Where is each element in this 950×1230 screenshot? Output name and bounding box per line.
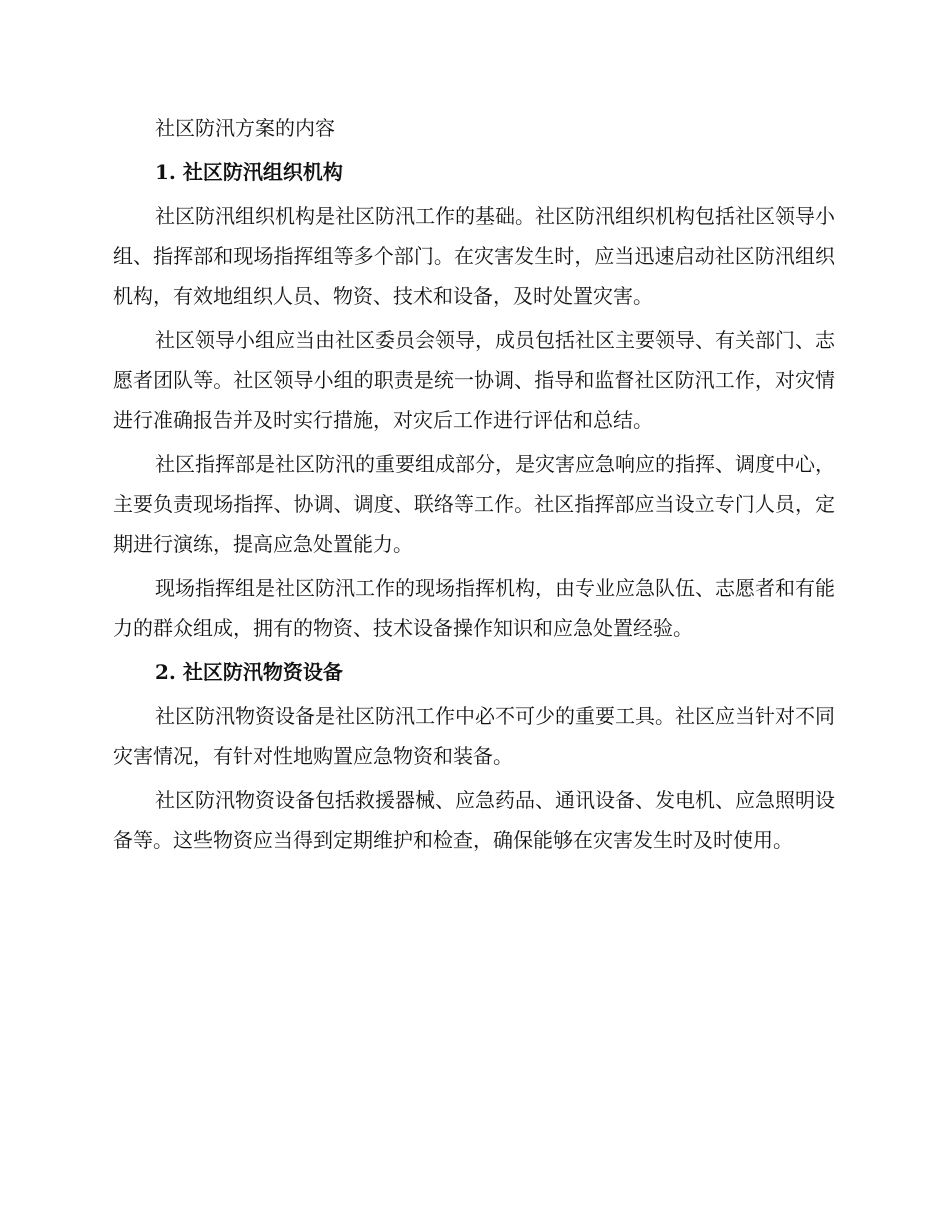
document-title: 社区防汛方案的内容 [155, 116, 335, 140]
section-1-paragraph-2: 社区领导小组应当由社区委员会领导，成员包括社区主要领导、有关部门、志愿者团队等。社区领导小组的职责是统一协调、指导和监督社区防汛工作，对灾情进行准确报告并及时实行措施，对灾后工作进行评估和总结。 [113, 328, 835, 432]
section-1-heading: 1. 社区防汛组织机构 [155, 160, 343, 184]
section-1-paragraph-4: 现场指挥组是社区防汛工作的现场指挥机构，由专业应急队伍、志愿者和有能力的群众组成，拥有的物资、技术设备操作知识和应急处置经验。 [113, 576, 835, 640]
section-2-heading: 2. 社区防汛物资设备 [155, 660, 343, 684]
document-body [113, 108, 835, 864]
section-2-paragraph-2: 社区防汛物资设备包括救援器械、应急药品、通讯设备、发电机、应急照明设备等。这些物资应当得到定期维护和检查，确保能够在灾害发生时及时使用。 [113, 788, 835, 852]
section-2-paragraph-1: 社区防汛物资设备是社区防汛工作中必不可少的重要工具。社区应当针对不同灾害情况，有针对性地购置应急物资和装备。 [113, 704, 835, 768]
section-1-paragraph-1: 社区防汛组织机构是社区防汛工作的基础。社区防汛组织机构包括社区领导小组、指挥部和现场指挥组等多个部门。在灾害发生时，应当迅速启动社区防汛组织机构，有效地组织人员、物资、技术和设备，及时处置灾害。 [113, 204, 835, 308]
section-1-paragraph-3: 社区指挥部是社区防汛的重要组成部分，是灾害应急响应的指挥、调度中心，主要负责现场指挥、协调、调度、联络等工作。社区指挥部应当设立专门人员，定期进行演练，提高应急处置能力。 [113, 452, 835, 556]
